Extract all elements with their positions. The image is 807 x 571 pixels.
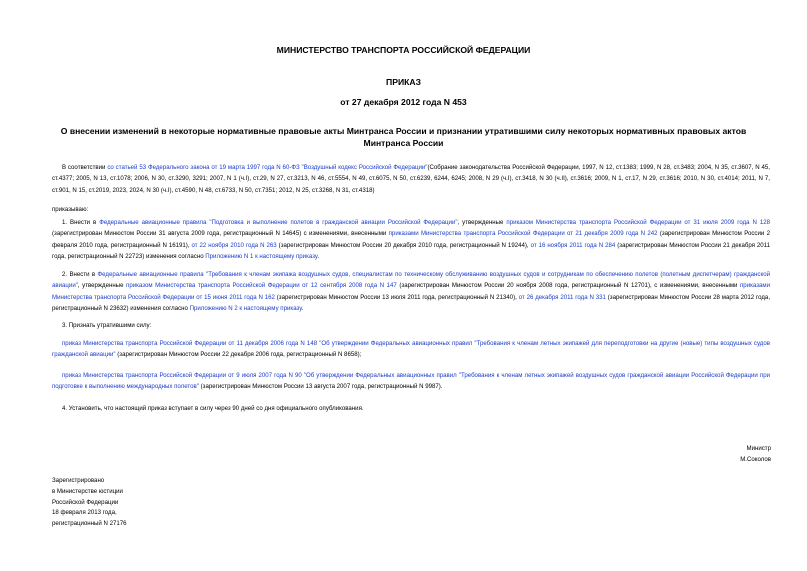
registration-line: 18 февраля 2013 года, <box>52 509 117 517</box>
ministry-heading: МИНИСТЕРСТВО ТРАНСПОРТА РОССИЙСКОЙ ФЕДЕРАЦИИ <box>276 45 531 55</box>
registration-line: Российской Федерации <box>52 498 119 506</box>
order-284-link[interactable]: от 16 ноября 2011 года N 284 <box>530 241 616 249</box>
registration-line: в Министерстве юстиции <box>52 487 123 495</box>
item-4-paragraph: 4. Установить, что настоящий приказ вступает в силу через 90 дней со дня официального опубликования. <box>62 405 364 412</box>
order-148-link[interactable]: приказ Министерства транспорта Российской Федерации от 11 декабря 2006 года N 148 "Об утверждении Федеральных авиационных правил "Требования к членам летных экипажей для переподготовки на другие (новые) типы воздушных судов гражданской авиации" <box>52 340 770 359</box>
signature-title: Министр <box>746 445 771 452</box>
doc-type-heading: ПРИКАЗ <box>386 77 421 87</box>
order-263-link[interactable]: от 22 ноября 2010 года N 263 <box>191 241 277 249</box>
date-number-heading: от 27 декабря 2012 года N 453 <box>340 97 467 107</box>
order-147-link[interactable]: приказом Министерства транспорта Российской Федерации от 12 сентября 2008 года N 147 <box>126 282 397 290</box>
item-1-paragraph: 1. Внести в Федеральные авиационные правила "Подготовка и выполнение полетов в гражданской авиации Российской Федерации", утвержденные приказом Министерства транспорта Российской Федерации от 31 июля 2009 года N 128 (зарегистрирован Минюстом России 31 августа 2009 года, регистрационный N 14645) с изменениями, внесенными приказами Министерства транспорта Российской Федерации от 21 декабря 2009 года N 242 (зарегистрирован Минюстом России 2 февраля 2010 года, регистрационный N 16191), от 22 ноября 2010 года N 263 (зарегистрирован Минюстом России 20 декабря 2010 года, регистрационный N 19244), от 16 ноября 2011 года N 284 (зарегистрирован Минюстом России 21 декабря 2011 года, регистрационный N 22723) изменения согласно Приложению N 1 к настоящему приказу. <box>52 219 771 260</box>
air-code-link[interactable]: со статьей 53 Федерального закона от 19 марта 1997 года N 60-ФЗ "Воздушный кодекс Российской Федерации" <box>107 164 428 171</box>
order-128-link[interactable]: приказом Министерства транспорта Российской Федерации от 31 июля 2009 года N 128 <box>506 219 771 226</box>
order-242-link[interactable]: приказами Министерства транспорта Российской Федерации от 21 декабря 2009 года N 242 <box>388 230 658 238</box>
item-2-paragraph: 2. Внести в Федеральные авиационные правила "Требования к членам экипажа воздушных судов, специалистам по техническому обслуживанию воздушных судов и сотрудникам по обеспечению полетов (полетным диспетчерам) гражданской авиации", утвержденные приказом Министерства транспорта Российской Федерации от 12 сентября 2008 года N 147 (зарегистрирован Минюстом России 20 ноября 2008 года, регистрационный N 12701), с изменениями, внесенными приказами Министерства транспорта Российской Федерации от 15 июня 2011 года N 162 (зарегистрирован Минюстом России 13 июля 2011 года, регистрационный N 21340), от 26 декабря 2011 года N 331 (зарегистрирован Минюстом России 28 марта 2012 года, регистрационный N 23632) изменения согласно Приложению N 2 к настоящему приказу. <box>52 271 771 312</box>
repeal-1-paragraph: приказ Министерства транспорта Российской Федерации от 11 декабря 2006 года N 148 "Об утверждении Федеральных авиационных правил "Требования к членам летных экипажей для переподготовки на другие (новые) типы воздушных судов гражданской авиации" (зарегистрирован Минюстом России 22 декабря 2006 года, регистрационный N 8658); <box>52 340 770 359</box>
order-word: приказываю: <box>52 206 89 213</box>
order-162-link[interactable]: приказами Министерства транспорта Российской Федерации от 15 июня 2011 года N 162 <box>52 282 770 301</box>
document-title: О внесении изменений в некоторые нормативные правовые акты Минтранса России и признании утратившими силу некоторых нормативных правовых актов Минтранса России <box>60 126 747 148</box>
signature-name: М.Соколов <box>740 456 771 463</box>
crew-requirements-link[interactable]: Федеральные авиационные правила "Требования к членам экипажа воздушных судов, специалистам по техническому обслуживанию воздушных судов и сотрудникам по обеспечению полетов (полетным диспетчерам) гражданской авиации" <box>52 271 770 290</box>
repeal-2-paragraph: приказ Министерства транспорта Российской Федерации от 9 июля 2007 года N 90 "Об утверждении Федеральных авиационных правил "Требования к членам летных экипажей воздушных судов гражданской авиации Российской Федерации при подготовке к выполнению международных полетов" (зарегистрирован Минюстом России 13 августа 2007 года, регистрационный N 9987). <box>52 372 770 391</box>
appendix-1-link[interactable]: Приложению N 1 к настоящему приказу <box>205 252 318 260</box>
order-331-link[interactable]: от 26 декабря 2011 года N 331 <box>518 293 606 301</box>
signature-block <box>740 443 771 465</box>
registration-block <box>52 476 127 530</box>
registration-line: Зарегистрировано <box>52 477 105 484</box>
registration-line: регистрационный N 27176 <box>52 520 127 528</box>
item-3-paragraph: 3. Признать утратившими силу: <box>62 322 152 329</box>
preamble-paragraph: В соответствии со статьей 53 Федерального закона от 19 марта 1997 года N 60-ФЗ "Воздушный кодекс Российской Федерации"(Собрание законодательства Российской Федерации, 1997, N 12, ст.1383; 1999, N 28, ст.3483; 2004, N 35, ст.3607, N 45, ст.4377; 2005, N 13, ст.1078; 2006, N 30, ст.3290, 3291; 2007, N 1 (ч.I), ст.29, N 27, ст.3213, N 46, ст.5554, N 49, ст.6075, N 50, ст.6239, 6244, 6245; 2008, N 29 (ч.I), ст.3418, N 30 (ч.II), ст.3616; 2009, N 1, ст.17, N 29, ст.3616; 2010, N 30, ст.4014; 2011, N 7, ст.901, N 15, ст.2019, 2023, 2024, N 30 (ч.I), ст.4590, N 48, ст.6733, N 50, ст.7351; 2012, N 25, ст.3268, N 31, ст.4318) <box>52 164 770 194</box>
flight-rules-link[interactable]: Федеральные авиационные правила "Подготовка и выполнение полетов в гражданской авиации Российской Федерации" <box>99 219 458 226</box>
order-90-link[interactable]: приказ Министерства транспорта Российской Федерации от 9 июля 2007 года N 90 "Об утверждении Федеральных авиационных правил "Требования к членам летных экипажей воздушных судов гражданской авиации Российской Федерации при подготовке к выполнению международных полетов" <box>52 372 770 391</box>
appendix-2-link[interactable]: Приложению N 2 к настоящему приказу <box>189 304 302 312</box>
